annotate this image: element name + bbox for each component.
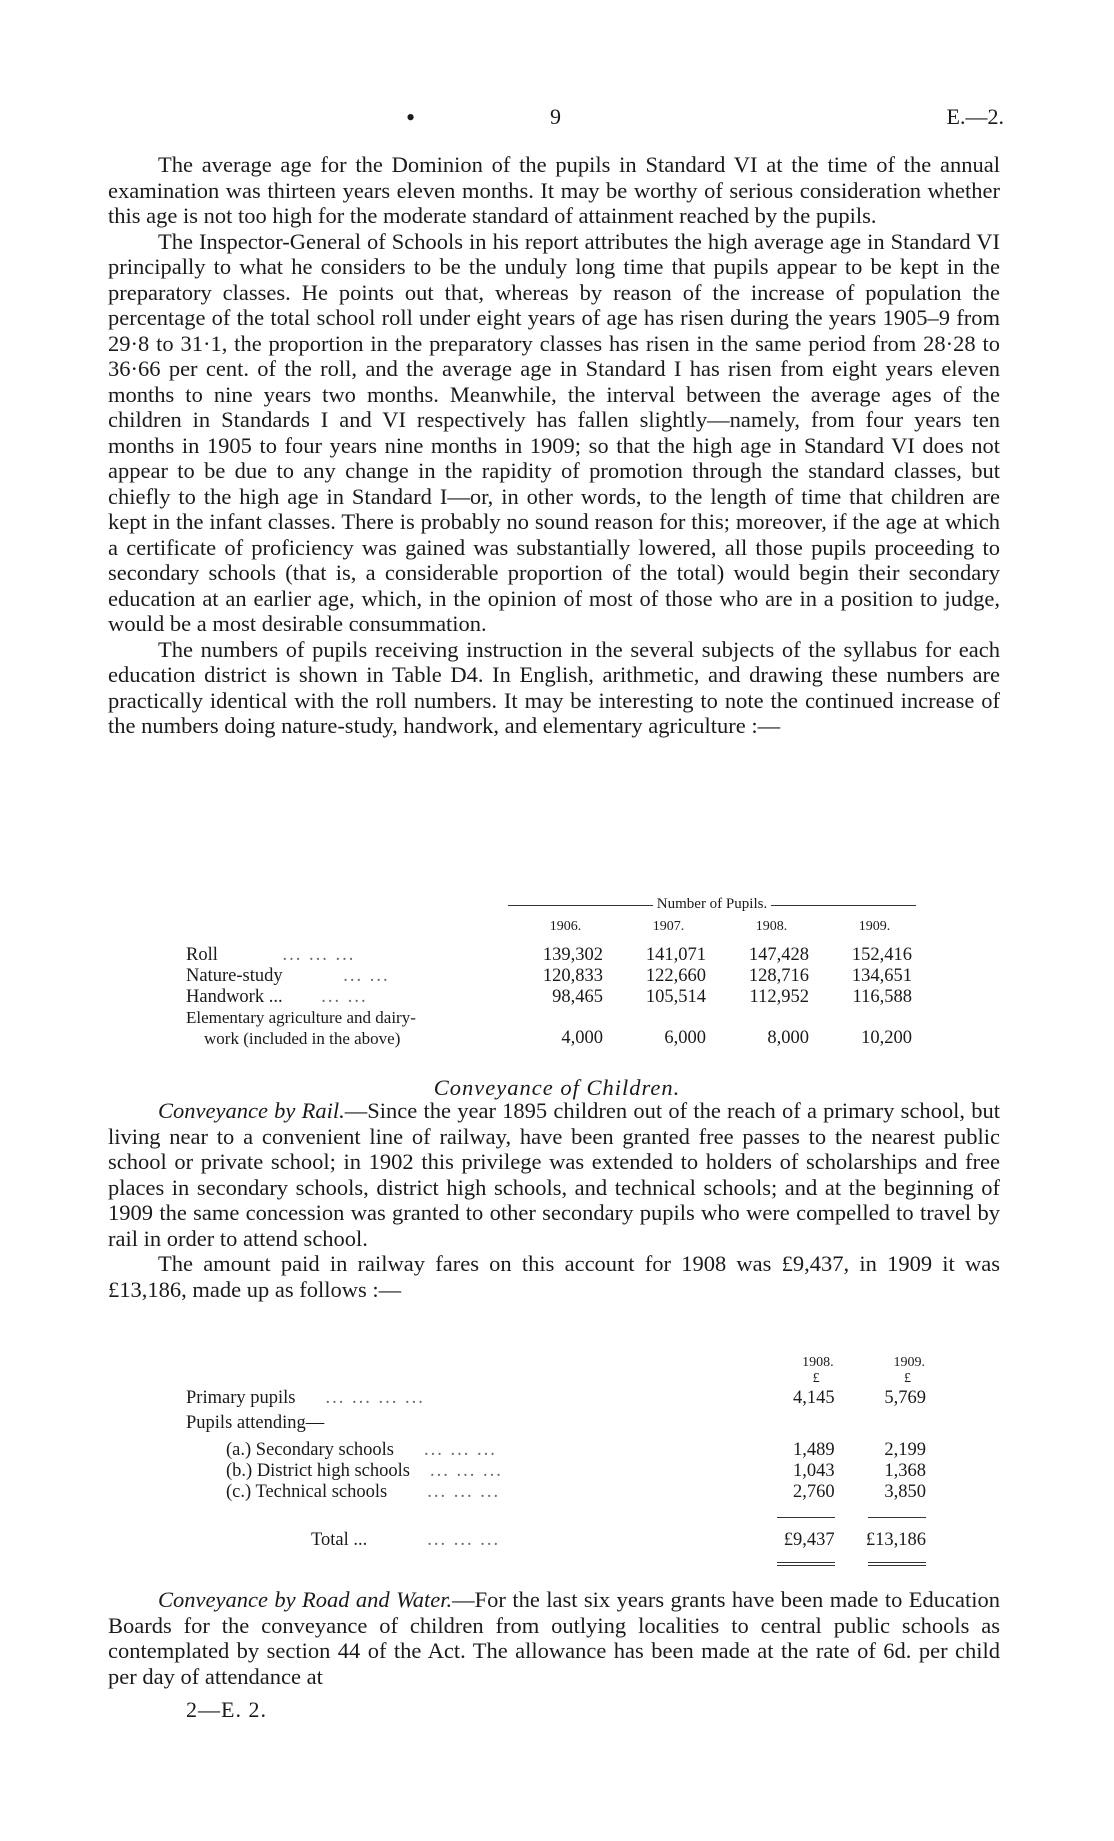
cell-value: 141,071 <box>645 945 706 965</box>
cell-value: 5,769 <box>884 1388 926 1408</box>
leader-dots: ... ... ... <box>282 945 356 965</box>
table-row <box>186 945 926 966</box>
row-label: Handwork ... <box>186 987 283 1007</box>
cell-value: 3,850 <box>884 1482 926 1502</box>
rule-line <box>868 1517 926 1518</box>
cell-value: 1,368 <box>884 1461 926 1481</box>
road-paragraph-title: Conveyance by Road and Water. <box>158 1587 453 1612</box>
row-label: Elementary agriculture and dairy- <box>186 1008 416 1027</box>
year-header: 1907. <box>652 919 685 934</box>
double-rule-line <box>777 1562 835 1566</box>
leader-dots: ... ... <box>321 987 368 1007</box>
row-label: (c.) Technical schools <box>226 1482 388 1502</box>
table-row <box>186 1028 926 1049</box>
fares-table-header-row <box>186 1354 926 1388</box>
fares-table <box>186 1354 926 1572</box>
total-label: Total ... <box>311 1530 368 1550</box>
paragraph: The numbers of pupils receiving instruction in the several subjects of the syllabus for each education district is shown in Table D4. In English, arithmetic, and drawing these numbers are practically identical with the roll numbers. It may be interesting to note the continued increase of the numbers doing nature-study, handwork, and elementary agriculture :— <box>108 636 1000 738</box>
cell-value: 4,000 <box>561 1028 603 1048</box>
cell-value <box>617 1008 720 1028</box>
table-row <box>186 1461 926 1482</box>
leader-dots: ... ... ... <box>424 1440 497 1460</box>
leader-dots: ... ... ... ... <box>325 1388 425 1408</box>
cell-value: 128,716 <box>748 966 809 986</box>
table-row <box>186 1440 926 1461</box>
leader-dots: ... ... ... <box>427 1482 501 1502</box>
cell-value: 134,651 <box>851 966 912 986</box>
row-label: Primary pupils <box>186 1388 296 1408</box>
cell-value <box>514 1008 617 1028</box>
currency-symbol: £ <box>812 1371 820 1386</box>
cell-value: 139,302 <box>542 945 603 965</box>
total-value: £13,186 <box>865 1530 926 1550</box>
table-row <box>186 987 926 1008</box>
total-rule-row <box>186 1551 926 1572</box>
cell-value: 152,416 <box>851 945 912 965</box>
table-row <box>186 1388 926 1409</box>
body-text-top <box>108 152 1000 739</box>
rail-paragraph-title: Conveyance by Rail. <box>158 1098 345 1123</box>
table-row <box>186 1482 926 1503</box>
cell-value: 2,760 <box>792 1482 835 1502</box>
year-header: 1908. <box>802 1355 834 1370</box>
table-row <box>186 1008 926 1028</box>
cell-value: 98,465 <box>552 987 603 1007</box>
paragraph: The Inspector-General of Schools in his report attributes the high average age in Standard VI principally to what he considers to be the unduly long time that pupils appear to be kept in the preparatory classes. He points out that, whereas by reason of the increase of population the percentage of the total school roll under eight years of age has risen during the years 1905–9 from 29·8 to 31·1, the proportion in the preparatory classes has risen in the same period from 28·28 to 36·66 per cent. of the roll, and the average age in Standard I has risen from eight years eleven months to nine years two months. Meanwhile, the interval between the average ages of the children in Standards I and VI respectively has fallen slightly—namely, from four years ten months in 1905 to four years nine months in 1909; so that the high age in Standard VI does not appear to be due to any change in the rapidity of promotion through the standard classes, but chiefly to the high age in Standard I—or, in other words, to the length of time that children are kept in the infant classes. There is probably no sound reason for this; moreover, if the age at which a certificate of proficiency was gained was substantially lowered, all those pupils proceeding to secondary schools (that is, a considerable proportion of the total) would begin their secondary education at an earlier age, which, in the opinion of most of those who are in a position to judge, would be a most desirable consummation. <box>108 228 1000 636</box>
row-label: work (included in the above) <box>204 1028 401 1048</box>
paragraph: The average age for the Dominion of the pupils in Standard VI at the time of the annual examination was thirteen years eleven months. It may be worthy of serious consideration whether this age is not too high for the moderate standard of attainment reached by the pupils. <box>108 152 1000 228</box>
cell-value: 10,200 <box>861 1028 912 1048</box>
row-label: Pupils attending— <box>186 1413 325 1433</box>
cell-value: 1,043 <box>792 1461 835 1481</box>
rule-line <box>777 1517 835 1518</box>
cell-value: 105,514 <box>645 987 706 1007</box>
road-paragraph-text: —For the last six years grants have been made to Education Boards for the conveyance of children from outlying localities to central public schools as contemplated by section 44 of the Act. The allowance has been made at the rate of 6d. per child per day of attendance at <box>108 1587 1000 1689</box>
subtotal-rule-row <box>186 1503 926 1524</box>
body-text-rail <box>108 1098 1000 1302</box>
cell-value: 122,660 <box>645 966 706 986</box>
rail-paragraph <box>108 1098 1000 1251</box>
table-row <box>186 1409 926 1440</box>
cell-value: 6,000 <box>664 1028 706 1048</box>
row-label: Nature-study <box>186 966 283 986</box>
year-header: 1908. <box>755 919 788 934</box>
body-text-road <box>108 1587 1000 1689</box>
cell-value: 147,428 <box>748 945 809 965</box>
row-label: (a.) Secondary schools <box>226 1440 394 1460</box>
cell-value: 8,000 <box>767 1028 809 1048</box>
row-label: Roll <box>186 945 218 965</box>
section-heading: Conveyance of Children. <box>433 1075 681 1100</box>
row-label: (b.) District high schools <box>226 1461 410 1481</box>
table-row <box>186 966 926 987</box>
page-header <box>150 104 1004 134</box>
cell-value: 2,199 <box>884 1440 926 1460</box>
document-reference: E.—2. <box>946 104 1004 129</box>
rail-paragraph-text: —Since the year 1895 children out of the reach of a primary school, but living near to a convenient line of railway, have been granted free passes to the nearest public school or private school; in 1902 this privilege was extended to holders of scholarships and free places in secondary schools, district high schools, and technical schools; and at the beginning of 1909 the same concession was granted to other secondary pupils who were compelled to travel by rail in order to attend school. <box>108 1098 1000 1251</box>
leader-dots: ... ... ... <box>429 1461 503 1481</box>
cell-value: 116,588 <box>852 987 912 1007</box>
double-rule-line <box>868 1562 926 1566</box>
cell-value: 4,145 <box>792 1388 835 1408</box>
road-paragraph <box>108 1587 1000 1689</box>
cell-value <box>720 1008 823 1028</box>
fares-paragraph: The amount paid in railway fares on this account for 1908 was £9,437, in 1909 it was £13,186, made up as follows :— <box>108 1251 1000 1302</box>
pupils-table-header-row <box>186 918 926 945</box>
page-footer: 2—E. 2. <box>186 1697 267 1722</box>
pupils-table-group-header <box>498 896 926 913</box>
cell-value: 1,489 <box>792 1440 835 1460</box>
cell-value: 120,833 <box>542 966 603 986</box>
total-value: £9,437 <box>783 1530 835 1550</box>
year-header: 1909. <box>893 1355 925 1370</box>
cell-value <box>823 1008 926 1028</box>
currency-symbol: £ <box>904 1371 911 1386</box>
leader-dots: ... ... <box>343 966 390 986</box>
total-row <box>186 1524 926 1551</box>
leader-dots: ... ... ... <box>427 1530 501 1550</box>
year-header: 1906. <box>549 919 582 934</box>
cell-value: 112,952 <box>749 987 809 1007</box>
group-header-label: Number of Pupils. <box>653 896 771 912</box>
year-header: 1909. <box>858 919 891 934</box>
bullet-mark: • <box>406 103 416 132</box>
page-number: 9 <box>550 104 561 129</box>
